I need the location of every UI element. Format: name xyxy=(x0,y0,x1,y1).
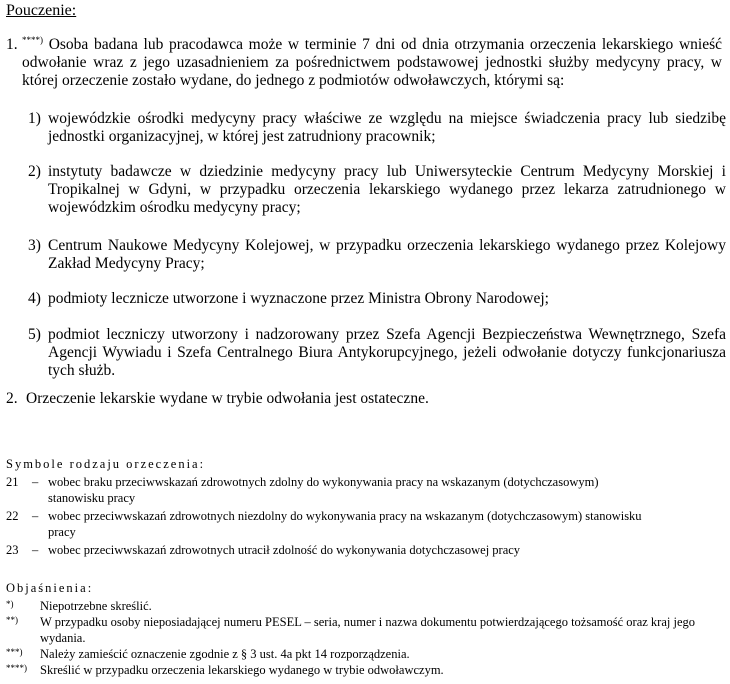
symbol-dash: – xyxy=(32,509,39,523)
symbols-heading: Symbole rodzaju orzeczenia: xyxy=(6,457,206,471)
section-title: Pouczenie: xyxy=(6,2,77,19)
point-number: 2. xyxy=(6,390,18,407)
list-item-number: 1) xyxy=(28,110,41,127)
list-item-text: instytuty badawcze w dziedzinie medycyny pracy lub Uniwersyteckie Centrum Medycyny Morskiej i Tropikalnej w Gdyni, w przypadku orzeczenia lekarskiego wydanego przez lekarza zatrudnionego w wojewódzkim ośrodku medycyny pracy; xyxy=(48,163,726,216)
explanations-heading: Objaśnienia: xyxy=(6,581,94,595)
footnote-text: Skreślić w przypadku orzeczenia lekarskiego wydanego w trybie odwoławczym. xyxy=(40,663,444,677)
symbol-text: wobec przeciwwskazań zdrowotnych utracił zdolność do wykonywania dotychczasowej pracy xyxy=(48,543,521,557)
list-item-text: podmioty lecznicze utworzone i wyznaczone przez Ministra Obrony Narodowej; xyxy=(48,290,549,307)
point-text: Orzeczenie lekarskie wydane w trybie odwołania jest ostateczne. xyxy=(26,390,429,407)
footnote-marker: ****) xyxy=(22,35,43,45)
list-item-number: 4) xyxy=(28,290,41,307)
footnote-marker: ***) xyxy=(6,647,23,657)
symbol-code: 23 xyxy=(6,543,19,557)
list-item-number: 2) xyxy=(28,163,41,180)
footnote-text: Niepotrzebne skreślić. xyxy=(40,599,152,613)
point-2 xyxy=(6,390,722,410)
list-item-text: Centrum Naukowe Medycyny Kolejowej, w przypadku orzeczenia lekarskiego wydanego przez Kolejowy Zakład Medycyny Pracy; xyxy=(48,237,726,272)
footnote-text: Należy zamieścić oznaczenie zgodnie z § 3 ust. 4a pkt 14 rozporządzenia. xyxy=(40,647,410,661)
list-item-number: 3) xyxy=(28,237,41,254)
point-text: Osoba badana lub pracodawca może w terminie 7 dni od dnia otrzymania orzeczenia lekarskiego wnieść odwołanie wraz z jego uzasadnieniem za pośrednictwem podstawowej jednostki służby medycyny pracy, w której orzeczenie zostało wydane, do jednego z podmiotów odwoławczych, którymi są: xyxy=(22,36,723,89)
list-item-text: podmiot leczniczy utworzony i nadzorowany przez Szefa Agencji Bezpieczeństwa Wewnętrznego, Szefa Agencji Wywiadu i Szefa Centralnego Biura Antykorupcyjnego, jeżeli odwołanie dotyczy funkcjonariusza tych służb. xyxy=(48,326,726,379)
symbol-dash: – xyxy=(32,543,39,557)
symbol-dash: – xyxy=(32,475,39,489)
footnote-marker: **) xyxy=(6,615,18,625)
footnote-marker: *) xyxy=(6,599,14,609)
footnote-text: W przypadku osoby nieposiadającej numeru PESEL – seria, numer i nazwa dokumentu potwierdzającego tożsamość oraz kraj jego wydania. xyxy=(40,615,695,645)
point-number: 1. xyxy=(6,36,18,53)
footnote-marker: ****) xyxy=(6,663,27,673)
symbol-code: 21 xyxy=(6,475,19,489)
symbol-text: wobec przeciwwskazań zdrowotnych niezdolny do wykonywania pracy na wskazanym (dotychczasowym) stanowisku pracy xyxy=(48,509,642,539)
symbol-text: wobec braku przeciwwskazań zdrowotnych zdolny do wykonywania pracy na wskazanym (dotychczasowym) stanowisku pracy xyxy=(48,475,599,505)
list-item-text: wojewódzkie ośrodki medycyny pracy właściwe ze względu na miejsce świadczenia pracy lub siedzibę jednostki organizacyjnej, w której jest zatrudniony pracownik; xyxy=(48,110,726,145)
list-item-number: 5) xyxy=(28,326,41,343)
point-1 xyxy=(6,36,722,92)
symbol-code: 22 xyxy=(6,509,19,523)
